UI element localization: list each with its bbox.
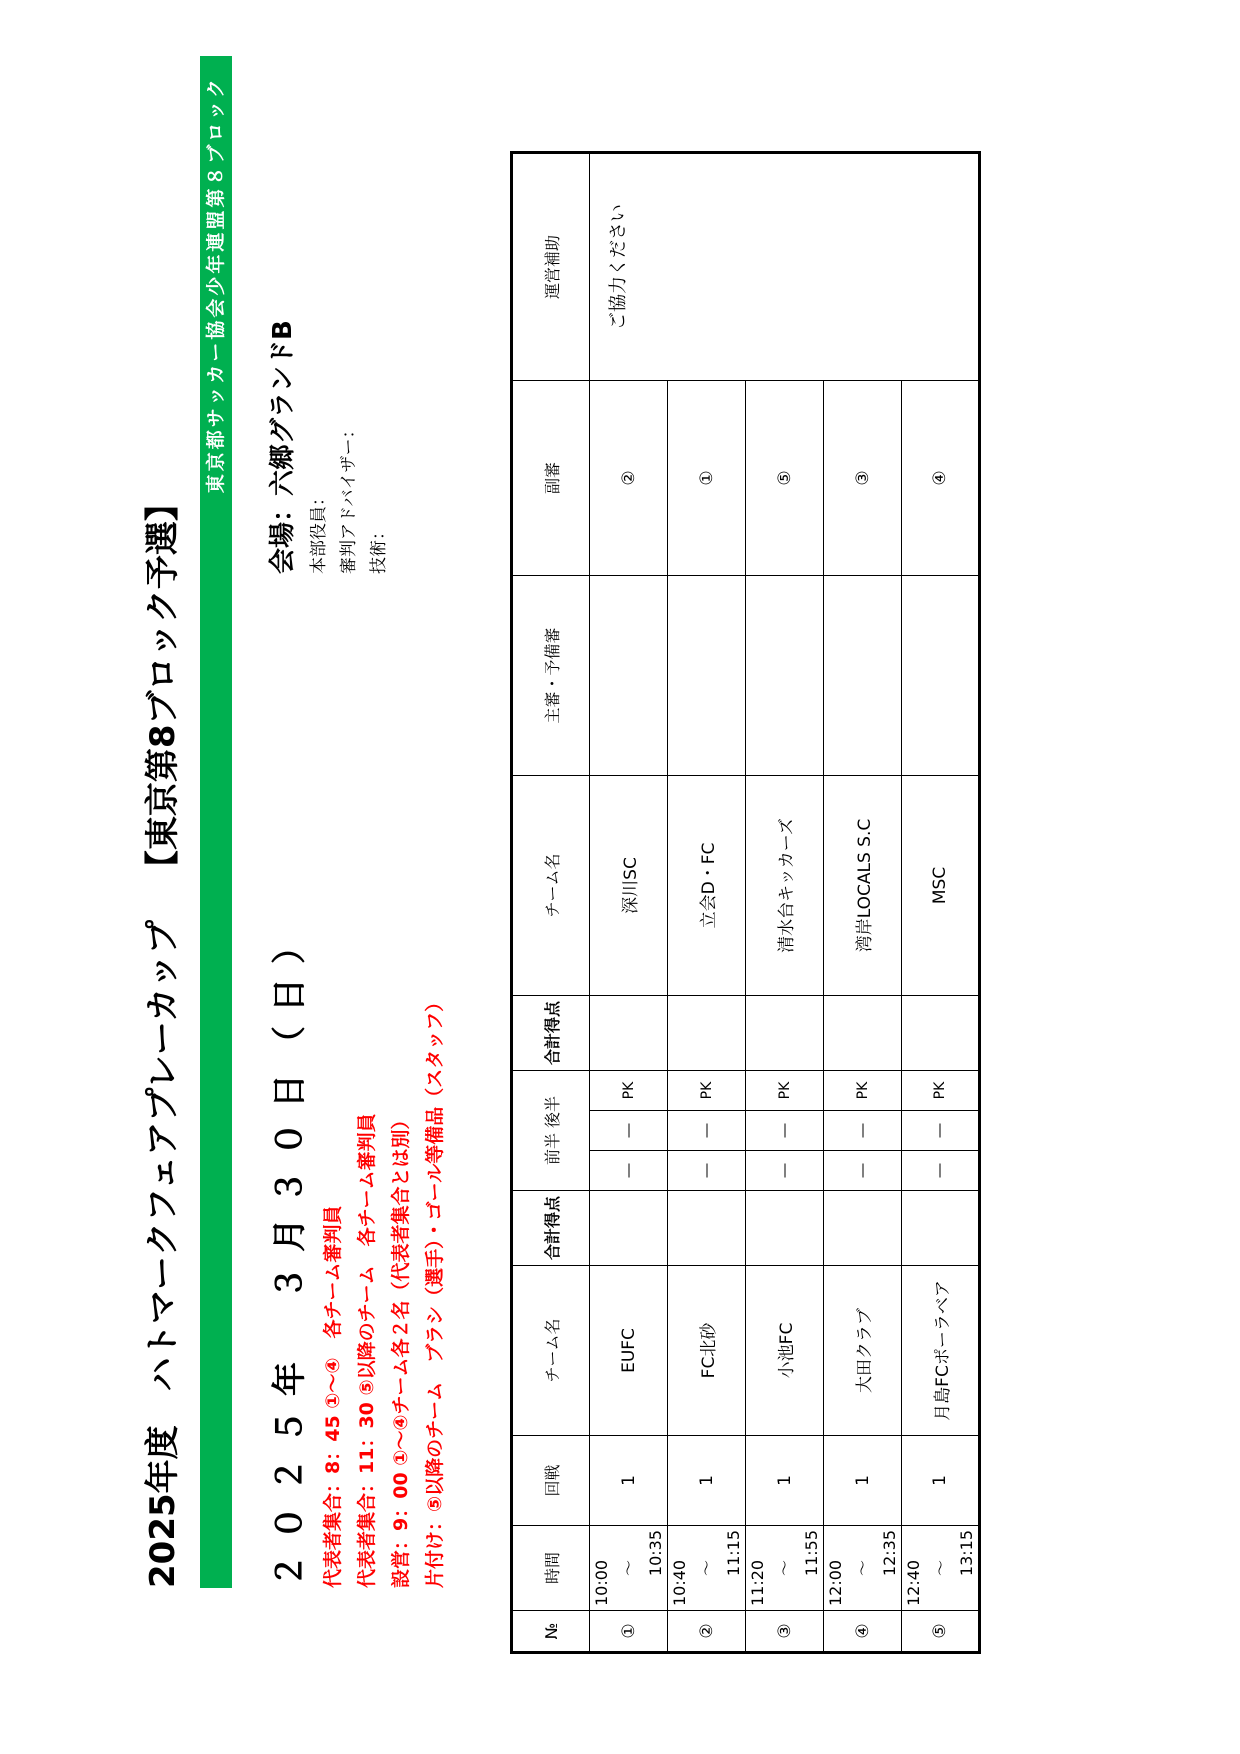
staff-referee-advisor: 審判アドバイザー： bbox=[339, 421, 359, 574]
header-support: 運営補助 bbox=[512, 153, 590, 381]
team-b: MSC bbox=[902, 776, 980, 996]
second-half-mark: ― bbox=[824, 1111, 901, 1151]
header-sub-ref: 副審 bbox=[512, 381, 590, 576]
second-half-mark: ― bbox=[902, 1111, 978, 1151]
match-no: ⑤ bbox=[902, 1611, 980, 1653]
match-time bbox=[824, 1526, 902, 1611]
organizer-name: 東京都サッカー協会少年連盟第８ブロック bbox=[205, 76, 227, 494]
team-b: 清水台キッカーズ bbox=[746, 776, 824, 996]
staff-hq: 本部役員： bbox=[309, 489, 329, 574]
notice-4: 片付け：⑤以降のチーム ブラシ（選手）・ゴール等備品（スタッフ） bbox=[424, 992, 446, 1588]
match-round: 1 bbox=[590, 1436, 668, 1526]
sub-ref: ③ bbox=[824, 381, 902, 576]
support-note: ご協力ください bbox=[590, 153, 980, 381]
second-half-mark: ― bbox=[590, 1111, 667, 1151]
header-total-a: 合計得点 bbox=[512, 1191, 590, 1266]
total-a bbox=[824, 1191, 902, 1266]
total-a bbox=[668, 1191, 746, 1266]
team-a: 大田クラブ bbox=[824, 1266, 902, 1436]
halves-score bbox=[824, 1071, 902, 1191]
header-round: 回戦 bbox=[512, 1436, 590, 1526]
first-half-mark: ― bbox=[776, 1163, 793, 1178]
main-ref bbox=[902, 576, 980, 776]
second-half-mark: ― bbox=[668, 1111, 745, 1151]
title-left: 2025年度 ハトマークフェアプレーカップ bbox=[143, 920, 183, 1588]
team-b: 立会D・FC bbox=[668, 776, 746, 996]
team-a: EUFC bbox=[590, 1266, 668, 1436]
team-a: FC北砂 bbox=[668, 1266, 746, 1436]
team-b: 深川SC bbox=[590, 776, 668, 996]
header-team-b: チーム名 bbox=[512, 776, 590, 996]
main-ref bbox=[668, 576, 746, 776]
halves-score bbox=[590, 1071, 668, 1191]
time-tilde: ～ bbox=[931, 1560, 950, 1577]
match-time bbox=[902, 1526, 980, 1611]
organizer-bar bbox=[200, 56, 232, 1588]
total-a bbox=[746, 1191, 824, 1266]
time-end: 11:15 bbox=[724, 1530, 743, 1577]
match-round: 1 bbox=[746, 1436, 824, 1526]
header-total-b: 合計得点 bbox=[512, 996, 590, 1071]
notice-2: 代表者集合：11：30 ⑤以降のチーム 各チーム審判員 bbox=[356, 1113, 378, 1588]
header-halves: 前半 後半 bbox=[512, 1071, 590, 1191]
match-time bbox=[746, 1526, 824, 1611]
time-start: 10:00 bbox=[592, 1559, 611, 1606]
match-no: ③ bbox=[746, 1611, 824, 1653]
time-start: 10:40 bbox=[670, 1559, 689, 1606]
table-row bbox=[590, 153, 668, 1653]
total-b bbox=[902, 996, 980, 1071]
time-tilde: ～ bbox=[697, 1560, 716, 1577]
main-ref bbox=[824, 576, 902, 776]
notice-3: 設営：9：00 ①～④チーム各２名（代表者集合とは別） bbox=[390, 1110, 412, 1588]
first-half-mark: ― bbox=[620, 1163, 637, 1178]
first-half-mark: ― bbox=[932, 1163, 948, 1178]
first-half-mark: ― bbox=[854, 1163, 871, 1178]
time-end: 12:35 bbox=[880, 1530, 899, 1577]
match-round: 1 bbox=[902, 1436, 980, 1526]
halves-score bbox=[668, 1071, 746, 1191]
match-time bbox=[590, 1526, 668, 1611]
schedule-table bbox=[510, 151, 981, 1654]
time-tilde: ～ bbox=[853, 1560, 872, 1577]
header-team-a: チーム名 bbox=[512, 1266, 590, 1436]
total-b bbox=[668, 996, 746, 1071]
sub-ref: ② bbox=[590, 381, 668, 576]
team-b: 湾岸LOCALS S.C bbox=[824, 776, 902, 996]
title-right: 【東京第8ブロック予選】 bbox=[143, 487, 183, 885]
sub-ref: ④ bbox=[902, 381, 980, 576]
match-no: ② bbox=[668, 1611, 746, 1653]
total-b bbox=[590, 996, 668, 1071]
page-title bbox=[135, 487, 184, 1588]
halves-score bbox=[746, 1071, 824, 1191]
total-a bbox=[590, 1191, 668, 1266]
match-no: ④ bbox=[824, 1611, 902, 1653]
halves-score bbox=[902, 1071, 980, 1191]
match-round: 1 bbox=[824, 1436, 902, 1526]
pk-mark: PK bbox=[824, 1071, 901, 1111]
pk-mark: PK bbox=[902, 1071, 978, 1111]
match-no: ① bbox=[590, 1611, 668, 1653]
match-time bbox=[668, 1526, 746, 1611]
staff-technical: 技術： bbox=[369, 523, 389, 574]
venue: 会場：六郷グランドB bbox=[268, 320, 298, 574]
pk-mark: PK bbox=[590, 1071, 667, 1111]
team-a: 小池FC bbox=[746, 1266, 824, 1436]
second-half-mark: ― bbox=[746, 1111, 823, 1151]
total-b bbox=[746, 996, 824, 1071]
time-tilde: ～ bbox=[619, 1560, 638, 1577]
pk-mark: PK bbox=[668, 1071, 745, 1111]
main-ref bbox=[590, 576, 668, 776]
notice-1: 代表者集合：8：45 ①～④ 各チーム審判員 bbox=[322, 1205, 344, 1588]
team-a: 月島FCポーラベア bbox=[902, 1266, 980, 1436]
sub-ref: ① bbox=[668, 381, 746, 576]
main-ref bbox=[746, 576, 824, 776]
time-start: 12:40 bbox=[904, 1559, 923, 1606]
time-start: 11:20 bbox=[748, 1559, 767, 1606]
time-start: 12:00 bbox=[826, 1559, 845, 1606]
time-tilde: ～ bbox=[775, 1560, 794, 1577]
pk-mark: PK bbox=[746, 1071, 823, 1111]
time-end: 10:35 bbox=[646, 1530, 665, 1577]
header-time: 時間 bbox=[512, 1526, 590, 1611]
sub-ref: ⑤ bbox=[746, 381, 824, 576]
header-row bbox=[512, 153, 590, 1653]
total-a bbox=[902, 1191, 980, 1266]
time-end: 11:55 bbox=[802, 1530, 821, 1577]
first-half-mark: ― bbox=[698, 1163, 715, 1178]
match-round: 1 bbox=[668, 1436, 746, 1526]
event-date: ２０２５年 ３月３０日（日） bbox=[270, 916, 310, 1588]
header-main-ref: 主審・予備審 bbox=[512, 576, 590, 776]
total-b bbox=[824, 996, 902, 1071]
time-end: 13:15 bbox=[957, 1530, 976, 1577]
header-no: № bbox=[512, 1611, 590, 1653]
